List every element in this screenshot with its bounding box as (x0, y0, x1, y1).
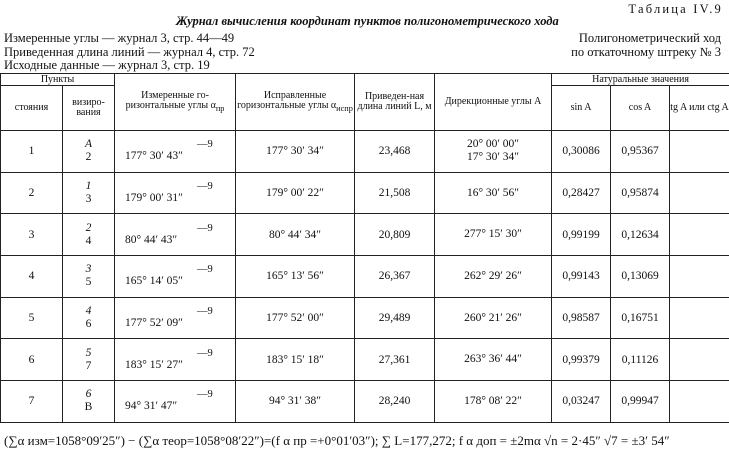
tg-cell (670, 131, 729, 173)
length-cell: 20,809 (355, 214, 435, 256)
cos-cell: 0,11126 (611, 339, 670, 381)
cos-header: cos A (611, 86, 670, 131)
direction-angle-cell: 178° 08′ 22″ (435, 381, 552, 423)
station-cell: 4 (1, 256, 63, 298)
sin-cell: 0,98587 (552, 297, 611, 339)
tg-cell (670, 214, 729, 256)
measured-angle-cell: —9 177° 52′ 09″ (115, 297, 236, 339)
corrected-angle-cell: 80° 44′ 34″ (236, 214, 355, 256)
station-cell: 6 (1, 339, 63, 381)
sin-header: sin A (552, 86, 611, 131)
cos-cell: 0,12634 (611, 214, 670, 256)
sighting-cell: 2 4 (63, 214, 115, 256)
page-title: Журнал вычисления координат пунктов полигонометрического хода (176, 14, 559, 28)
corrected-angles-header: Исправленные горизонтальные углы $\alpha_{испр}$ (236, 74, 355, 131)
tg-header: tg A или ctg A (670, 86, 729, 131)
sin-cell: 0,99379 (552, 339, 611, 381)
measured-angle-cell: —9 183° 15′ 27″ (115, 339, 236, 381)
length-cell: 29,489 (355, 297, 435, 339)
sin-cell: 0,99143 (552, 256, 611, 298)
cos-cell: 0,95367 (611, 131, 670, 173)
length-cell: 26,367 (355, 256, 435, 298)
station-header: стояния (1, 86, 63, 131)
measured-angle-cell: —9 177° 30′ 43″ (115, 131, 236, 173)
corrected-angle-cell: 183° 15′ 18″ (236, 339, 355, 381)
table-row (1, 131, 729, 173)
natural-values-header: Натуральные значения (552, 74, 729, 86)
direction-angle-cell: 263° 36′ 44″ (435, 339, 552, 381)
length-cell: 21,508 (355, 172, 435, 214)
traverse-title: Полигонометрический ход (578, 31, 721, 45)
length-cell: 23,468 (355, 131, 435, 173)
station-cell: 7 (1, 381, 63, 423)
sighting-cell: 4 6 (63, 297, 115, 339)
measured-angle-cell: —9 80° 44′ 43″ (115, 214, 236, 256)
measured-angle-cell: —9 165° 14′ 05″ (115, 256, 236, 298)
table-row (1, 256, 729, 298)
closure-formula: (∑α изм=1058°09′25″) − (∑α теор=1058°08′22″)=(f α пр =+0°01′03″); ∑ L=177,272; f α доп = ±2mα √n = 2·45″ √7 = ±3′ 54″ (4, 433, 670, 448)
length-cell: 28,240 (355, 381, 435, 423)
table-label: Таблица IV.9 (628, 2, 723, 16)
station-cell: 1 (1, 131, 63, 173)
measured-angle-cell: —9 94° 31′ 47″ (115, 381, 236, 423)
length-cell: 27,361 (355, 339, 435, 381)
cos-cell: 0,13069 (611, 256, 670, 298)
station-cell: 3 (1, 214, 63, 256)
table-row (1, 172, 729, 214)
sin-cell: 0,99199 (552, 214, 611, 256)
cos-cell: 0,95874 (611, 172, 670, 214)
table-row (1, 297, 729, 339)
direction-angle-cell: 260° 21′ 26″ (435, 297, 552, 339)
source-line-angles: Измеренные углы — журнал 3, стр. 44—49 (4, 31, 235, 45)
corrected-angle-cell: 177° 30′ 34″ (236, 131, 355, 173)
station-cell: 5 (1, 297, 63, 339)
direction-angle-cell: 16° 30′ 56″ (435, 172, 552, 214)
table-row (1, 381, 729, 423)
direction-angle-cell: 262° 29′ 26″ (435, 256, 552, 298)
direction-angles-header: Дирекционные углы A (435, 74, 552, 131)
tg-cell (670, 381, 729, 423)
measured-angle-cell: —9 179° 00′ 31″ (115, 172, 236, 214)
measured-angles-header: Измеренные го-ризонтальные углы $\alpha_{пр}$ (115, 74, 236, 131)
corrected-angle-cell: 177° 52′ 00″ (236, 297, 355, 339)
direction-angle-cell: 20° 00′ 00″ 17° 30′ 34″ (435, 131, 552, 173)
tg-cell (670, 297, 729, 339)
coordinate-table (0, 73, 729, 423)
corrected-angle-cell: 179° 00′ 22″ (236, 172, 355, 214)
sighting-cell: 3 5 (63, 256, 115, 298)
station-cell: 2 (1, 172, 63, 214)
corrected-angle-cell: 94° 31′ 38″ (236, 381, 355, 423)
sighting-cell: 1 3 (63, 172, 115, 214)
sin-cell: 0,03247 (552, 381, 611, 423)
source-line-lengths: Приведенная длина линий — журнал 4, стр. 72 (4, 45, 255, 59)
sighting-cell: 6 B (63, 381, 115, 423)
tg-cell (670, 256, 729, 298)
direction-angle-cell: 277° 15′ 30″ (435, 214, 552, 256)
sin-cell: 0,30086 (552, 131, 611, 173)
sighting-cell: 5 7 (63, 339, 115, 381)
sighting-header: визиро-вания (63, 86, 115, 131)
sin-cell: 0,28427 (552, 172, 611, 214)
cos-cell: 0,16751 (611, 297, 670, 339)
traverse-subtitle: по откаточному штреку № 3 (571, 45, 721, 59)
table-row (1, 214, 729, 256)
cos-cell: 0,99947 (611, 381, 670, 423)
reduced-length-header: Приведен-ная длина линий L, м (355, 74, 435, 131)
source-line-initial: Исходные данные — журнал 3, стр. 19 (4, 58, 210, 72)
table-row (1, 339, 729, 381)
corrected-angle-cell: 165° 13′ 56″ (236, 256, 355, 298)
tg-cell (670, 339, 729, 381)
points-header: Пункты (1, 74, 115, 86)
sighting-cell: A 2 (63, 131, 115, 173)
tg-cell (670, 172, 729, 214)
